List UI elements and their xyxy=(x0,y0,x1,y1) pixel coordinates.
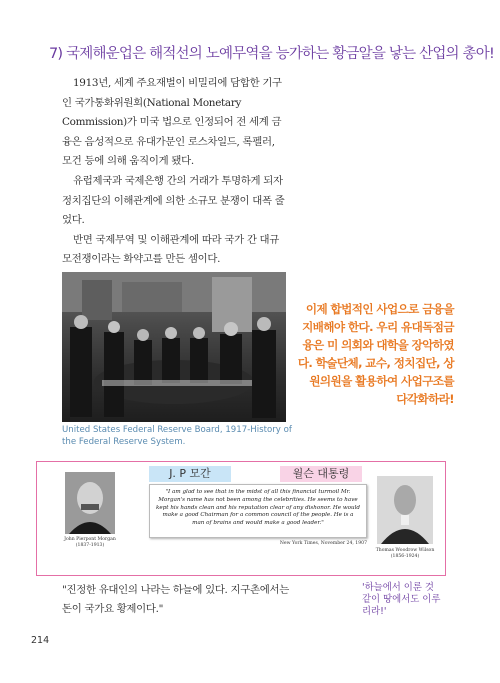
wilson-portrait xyxy=(377,476,433,544)
morgan-portrait xyxy=(65,472,115,534)
body-text xyxy=(62,74,287,290)
federal-reserve-board-photo xyxy=(62,272,286,422)
wilson-name: Thomas Woodrow Wilson xyxy=(375,548,435,553)
paragraph: 1913년, 세계 주요재벌이 비밀리에 담합한 기구인 국가통화위원회(National Monetary Commission)가 미국 법으로 인정되어 전 세계 금융은 음성적으로 유대가문인 로스차일드, 록펠러, 모건 등에 의해 움직이게 됐다. xyxy=(62,77,282,168)
photo-caption: United States Federal Reserve Board, 1917-History of the Federal Reserve System. xyxy=(62,425,292,447)
morgan-wilson-box xyxy=(36,461,446,576)
paragraph: 반면 국제무역 및 이해관계에 따라 국가 간 대규모전쟁이라는 화약고를 만든 셈이다. xyxy=(62,233,280,266)
tag-wilson: 윌슨 대통령 xyxy=(280,466,362,482)
tag-jp-morgan: J. P 모간 xyxy=(149,466,231,482)
morgan-years: (1837-1913) xyxy=(75,543,105,548)
paragraph: 유럽제국과 국제은행 간의 거래가 투명하게 되자 정치집단의 이해관계에 의한 소규모 분쟁이 대폭 줄었다. xyxy=(62,174,285,227)
bottom-quote: "진정한 유대인의 나라는 하늘에 있다. 지구촌에서는 돈이 국가요 황제이다." xyxy=(62,584,289,615)
nyt-quote-card: "I am glad to see that in the midst of all this financial turmoil Mr. Morgan's name has not been among the celebrities. He seems to have kept his hands clean and his reputation clear of any dishonor. He would make a good Chairman for a common council of the people. He is a man of brains and would make a good leader." xyxy=(149,484,367,538)
wilson-years: (1856-1924) xyxy=(390,554,420,559)
side-quote: '하늘에서 이룬 것같이 땅에서도 이루리라!' xyxy=(362,582,441,617)
nyt-source: New York Times, November 24, 1907 xyxy=(279,541,367,546)
orange-callout-quote: 이제 합법적인 사업으로 금융을 지배해야 한다. 우리 유대독점금융은 미 의회와 대학을 장악하였다. 학술단체, 교수, 정치집단, 상원의원을 활용하여 사업구조를 다각화하라! xyxy=(297,302,454,406)
section-heading: 7) 국제해운업은 해적선의 노예무역을 능가하는 황금알을 낳는 산업의 총아! xyxy=(49,46,494,62)
morgan-name: John Pierpont Morgan xyxy=(64,537,116,542)
page-number: 214 xyxy=(31,635,50,646)
